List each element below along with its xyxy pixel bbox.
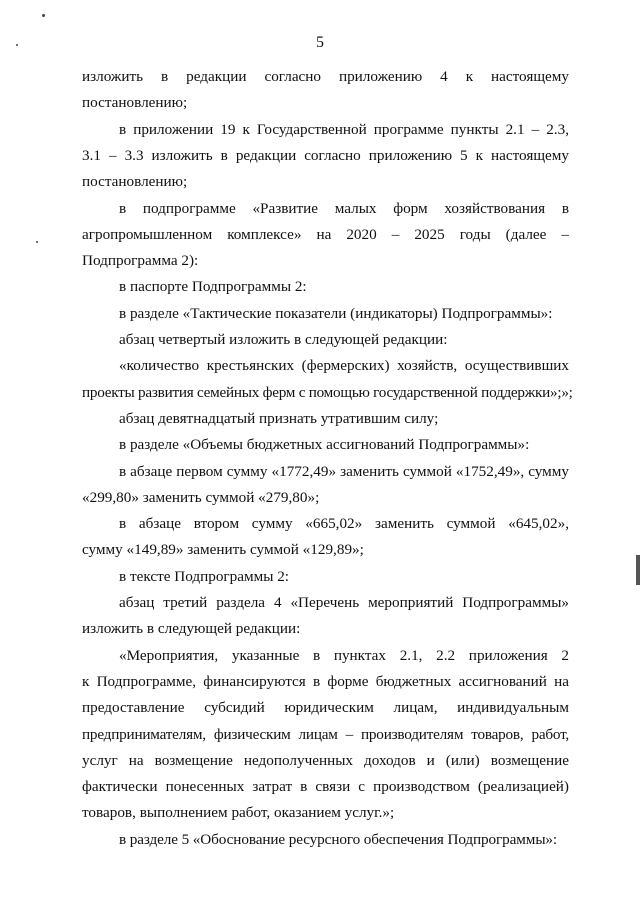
text-line: абзац третий раздела 4 «Перечень мероприятий Подпрограммы» xyxy=(119,594,569,611)
text-line: изложить в редакции согласно приложению 4 к настоящему xyxy=(82,68,569,85)
text-line: «Мероприятия, указанные в пунктах 2.1, 2.2 приложения 2 xyxy=(119,647,569,664)
text-line: постановлению; xyxy=(82,173,188,190)
text-line: 3.1 – 3.3 изложить в редакции согласно приложению 5 к настоящему xyxy=(82,147,569,164)
text-line: в паспорте Подпрограммы 2: xyxy=(119,278,307,295)
text-line: проекты развития семейных ферм с помощью государственной поддержки»;»; xyxy=(82,384,573,401)
text-line: в тексте Подпрограммы 2: xyxy=(119,568,290,585)
scan-speck xyxy=(36,241,38,243)
text-line: в подпрограмме «Развитие малых форм хозяйствования в xyxy=(119,200,569,217)
text-line: в абзаце втором сумму «665,02» заменить суммой «645,02», xyxy=(119,515,569,532)
text-line: в разделе «Тактические показатели (индикаторы) Подпрограммы»: xyxy=(119,305,553,322)
text-line: изложить в следующей редакции: xyxy=(82,620,301,637)
text-line: в абзаце первом сумму «1772,49» заменить суммой «1752,49», сумму xyxy=(119,463,569,480)
text-line: постановлению; xyxy=(82,94,188,111)
text-line: Подпрограмма 2): xyxy=(82,252,199,269)
text-line: в разделе «Объемы бюджетных ассигнований Подпрограммы»: xyxy=(119,436,530,453)
text-line: предоставление субсидий юридическим лицам, индивидуальным xyxy=(82,699,569,716)
text-line: в разделе 5 «Обоснование ресурсного обеспечения Подпрограммы»: xyxy=(119,831,558,848)
text-line: «количество крестьянских (фермерских) хозяйств, осуществивших xyxy=(119,357,569,374)
text-line: в приложении 19 к Государственной программе пункты 2.1 – 2.3, xyxy=(119,121,569,138)
text-line: агропромышленном комплексе» на 2020 – 2025 годы (далее – xyxy=(82,226,569,243)
page-number: 5 xyxy=(316,34,324,51)
scan-speck xyxy=(42,14,45,17)
text-line: услуг на возмещение недополученных доходов и (или) возмещение xyxy=(82,752,569,769)
text-line: предпринимателям, физическим лицам – производителям товаров, работ, xyxy=(82,726,569,743)
text-line: абзац девятнадцатый признать утратившим силу; xyxy=(119,410,439,427)
text-line: «299,80» заменить суммой «279,80»; xyxy=(82,489,320,506)
text-line: абзац четвертый изложить в следующей редакции: xyxy=(119,331,448,348)
text-line: фактически понесенных затрат в связи с производством (реализацией) xyxy=(82,778,569,795)
text-line: товаров, выполнением работ, оказанием услуг.»; xyxy=(82,804,395,821)
scan-edge-mark xyxy=(636,555,640,585)
scan-speck xyxy=(16,44,18,46)
text-line: сумму «149,89» заменить суммой «129,89»; xyxy=(82,541,364,558)
text-line: к Подпрограмме, финансируются в форме бюджетных ассигнований на xyxy=(82,673,569,690)
